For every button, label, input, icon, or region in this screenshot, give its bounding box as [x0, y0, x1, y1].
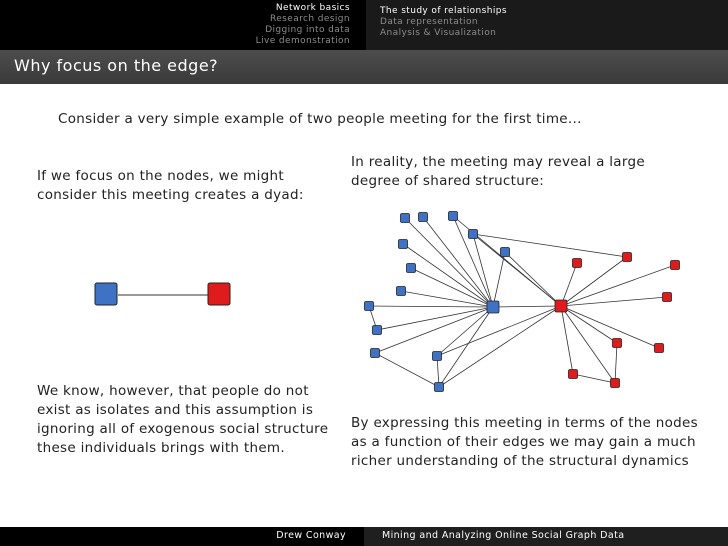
nav-subsection-data-representation[interactable]: Data representation: [380, 17, 478, 27]
graph-edge: [561, 257, 627, 306]
graph-node-blue: [419, 213, 428, 222]
graph-node-blue: [365, 302, 374, 311]
graph-node-red: [569, 370, 578, 379]
graph-node-red: [613, 339, 622, 348]
beamer-headline: [0, 0, 728, 50]
footline-left: [0, 527, 364, 546]
graph-node-blue: [401, 214, 410, 223]
graph-edge: [561, 306, 573, 374]
left-top-text: If we focus on the nodes, we might consider this meeting creates a dyad:: [37, 168, 304, 203]
graph-node-red: [663, 293, 672, 302]
graph-edge: [561, 263, 577, 306]
graph-edge: [375, 353, 439, 387]
nav-subsection-analysis-visualization[interactable]: Analysis & Visualization: [380, 28, 497, 38]
graph-node-blue: [449, 212, 458, 221]
graph-node-blue: [397, 287, 406, 296]
graph-node-blue: [371, 349, 380, 358]
graph-node-blue: [373, 326, 382, 335]
graph-edge: [493, 252, 505, 307]
frame-title-bar: [0, 50, 728, 84]
dyad-node-red: [208, 283, 230, 305]
right-top-text: In reality, the meeting may reveal a large degree of shared structure:: [351, 154, 645, 189]
nav-section-live-demonstration[interactable]: Live demonstration: [255, 36, 350, 46]
graph-edge: [437, 306, 561, 356]
graph-edge: [423, 217, 493, 307]
right-bottom-text: By expressing this meeting in terms of the nodes as a function of their edges we may gain a much richer understanding of the structural dynamics: [351, 415, 698, 469]
section-nav: [0, 0, 364, 50]
nav-section-research-design[interactable]: Research design: [270, 14, 350, 24]
nav-section-network-basics[interactable]: Network basics: [275, 3, 350, 13]
graph-node-red: [623, 253, 632, 262]
nav-section-digging-into-data[interactable]: Digging into data: [265, 25, 350, 35]
graph-edge: [561, 297, 667, 306]
footline: [0, 527, 728, 546]
intro-text: Consider a very simple example of two people meeting for the first time...: [58, 111, 582, 127]
graph-edge: [561, 265, 675, 306]
graph-edge: [505, 252, 561, 306]
graph-node-blue: [407, 264, 416, 273]
subsection-nav: [366, 0, 728, 50]
footer-author: Drew Conway: [276, 530, 346, 541]
dyad-diagram: [90, 280, 240, 312]
frame-title: Why focus on the edge?: [14, 56, 219, 75]
graph-node-blue: [433, 352, 442, 361]
graph-node-blue: [469, 230, 478, 239]
graph-edge: [561, 306, 617, 343]
graph-node-red: [555, 300, 567, 312]
graph-edge: [439, 306, 561, 387]
graph-node-blue: [487, 301, 499, 313]
graph-node-red: [611, 379, 620, 388]
graph-edge: [369, 306, 493, 307]
graph-node-red: [655, 344, 664, 353]
graph-edge: [573, 374, 615, 383]
nav-subsection-study-of-relationships[interactable]: The study of relationships: [380, 6, 507, 16]
graph-node-blue: [435, 383, 444, 392]
left-bottom-text: We know, however, that people do not exist as isolates and this assumption is ignoring all of exogenous social structure these individuals brings with them.: [37, 383, 329, 456]
graph-edge: [615, 343, 617, 383]
graph-edge: [473, 234, 493, 307]
footer-talk-title: Mining and Analyzing Online Social Graph Data: [382, 530, 625, 541]
graph-node-blue: [501, 248, 510, 257]
graph-edge: [493, 306, 561, 307]
graph-node-red: [671, 261, 680, 270]
graph-node-blue: [399, 240, 408, 249]
graph-edge: [375, 307, 493, 353]
graph-edge: [473, 234, 627, 257]
graph-node-red: [573, 259, 582, 268]
graph-edge: [411, 268, 493, 307]
network-graph: [355, 200, 695, 400]
dyad-node-blue: [95, 283, 117, 305]
graph-edge: [377, 307, 493, 330]
